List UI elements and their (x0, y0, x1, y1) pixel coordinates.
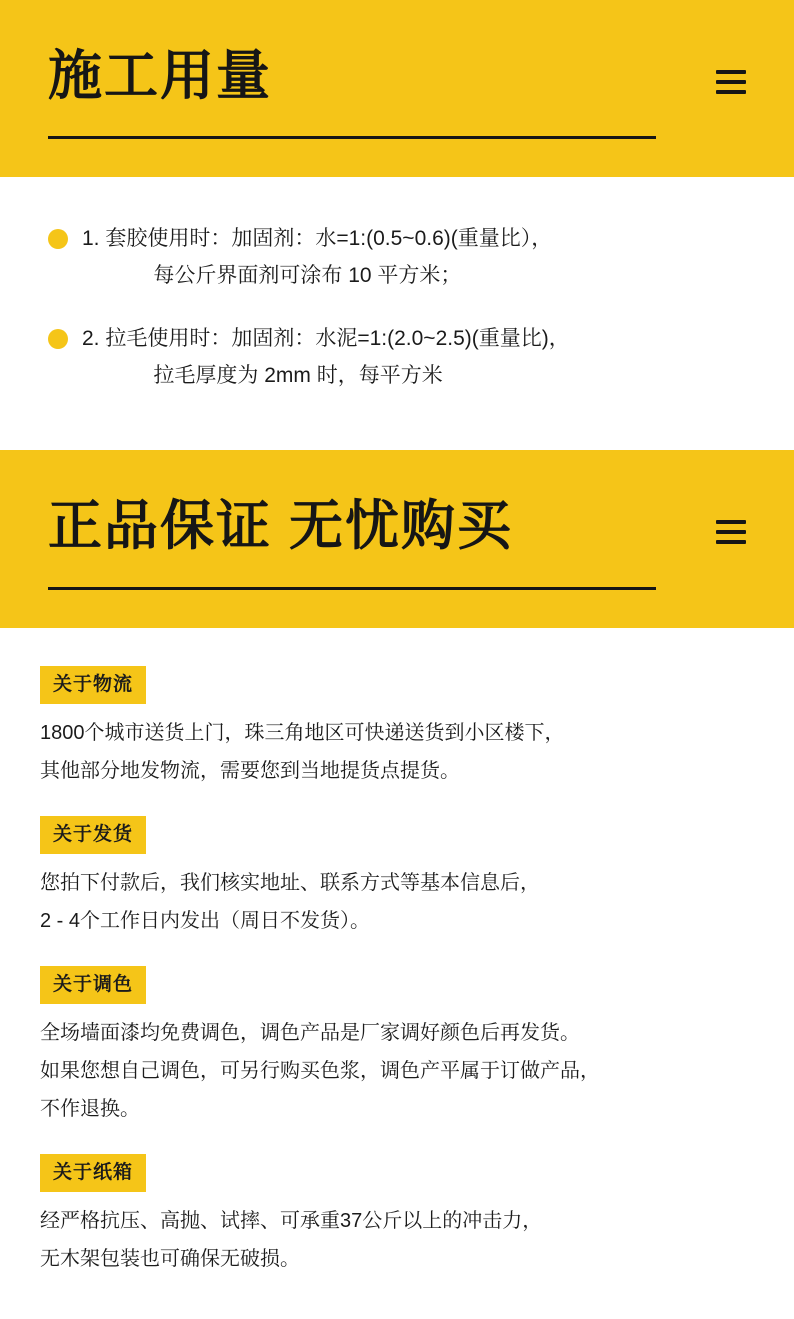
usage-item-line: 每公斤界面剂可涂布 10 平方米； (153, 264, 462, 288)
hamburger-line-middle (716, 530, 746, 534)
faq-block-carton (40, 1154, 754, 1278)
faq-line: 1800个城市送货上门，珠三角地区可快递送货到小区楼下， (40, 721, 565, 744)
faq-line: 其他部分地发物流，需要您到当地提货点提货。 (40, 759, 460, 782)
hamburger-line-middle (716, 80, 746, 84)
usage-item-text (82, 321, 570, 395)
guarantee-banner-row (48, 496, 746, 556)
faq-block-logistics (40, 666, 754, 790)
hamburger-menu-icon[interactable] (716, 70, 746, 94)
faq-line: 经严格抗压、高抛、试摔、可承重37公斤以上的冲击力， (40, 1209, 543, 1232)
hamburger-menu-icon[interactable] (716, 520, 746, 544)
faq-line: 如果您想自己调色，可另行购买色浆，调色产平属于订做产品， (40, 1059, 600, 1082)
hamburger-line-top (716, 520, 746, 524)
faq-tag-label: 关于纸箱 (40, 1154, 146, 1192)
faq-body-text (40, 864, 754, 940)
faq-line: 全场墙面漆均免费调色，调色产品是厂家调好颜色后再发货。 (40, 1021, 580, 1044)
usage-list-section (0, 177, 794, 436)
faq-line: 无木架包装也可确保无破损。 (40, 1247, 300, 1270)
guarantee-banner (0, 450, 794, 627)
list-item (48, 321, 746, 395)
faq-block-shipping (40, 816, 754, 940)
hamburger-line-bottom (716, 540, 746, 544)
faq-block-color-matching (40, 966, 754, 1128)
faq-line: 2 - 4个工作日内发出（周日不发货）。 (40, 909, 371, 932)
hamburger-line-bottom (716, 90, 746, 94)
usage-banner-row (48, 46, 746, 106)
faq-body-text (40, 714, 754, 790)
usage-banner-divider (48, 136, 656, 139)
usage-banner (0, 0, 794, 177)
hamburger-line-top (716, 70, 746, 74)
usage-item-line: 1. 套胶使用时：加固剂：水=1:(0.5~0.6)(重量比）， (82, 227, 553, 251)
faq-line: 您拍下付款后，我们核实地址、联系方式等基本信息后， (40, 871, 540, 894)
faq-body-text (40, 1202, 754, 1278)
faq-tag-label: 关于物流 (40, 666, 146, 704)
usage-item-line: 拉毛厚度为 2mm 时，每平方米 (153, 363, 443, 387)
usage-banner-title: 施工用量 (48, 46, 272, 106)
usage-item-text (82, 221, 552, 295)
bullet-dot-icon (48, 329, 68, 349)
list-item (48, 221, 746, 295)
usage-item-line: 2. 拉毛使用时：加固剂：水泥=1:(2.0~2.5)(重量比)， (82, 326, 570, 350)
bullet-dot-icon (48, 229, 68, 249)
guarantee-faq-section (0, 628, 794, 1318)
faq-body-text (40, 1014, 754, 1128)
faq-line: 不作退换。 (40, 1097, 140, 1120)
faq-tag-label: 关于调色 (40, 966, 146, 1004)
faq-tag-label: 关于发货 (40, 816, 146, 854)
guarantee-banner-title: 正品保证 无忧购买 (48, 496, 514, 557)
section-spacer (0, 436, 794, 450)
guarantee-banner-divider (48, 587, 656, 590)
